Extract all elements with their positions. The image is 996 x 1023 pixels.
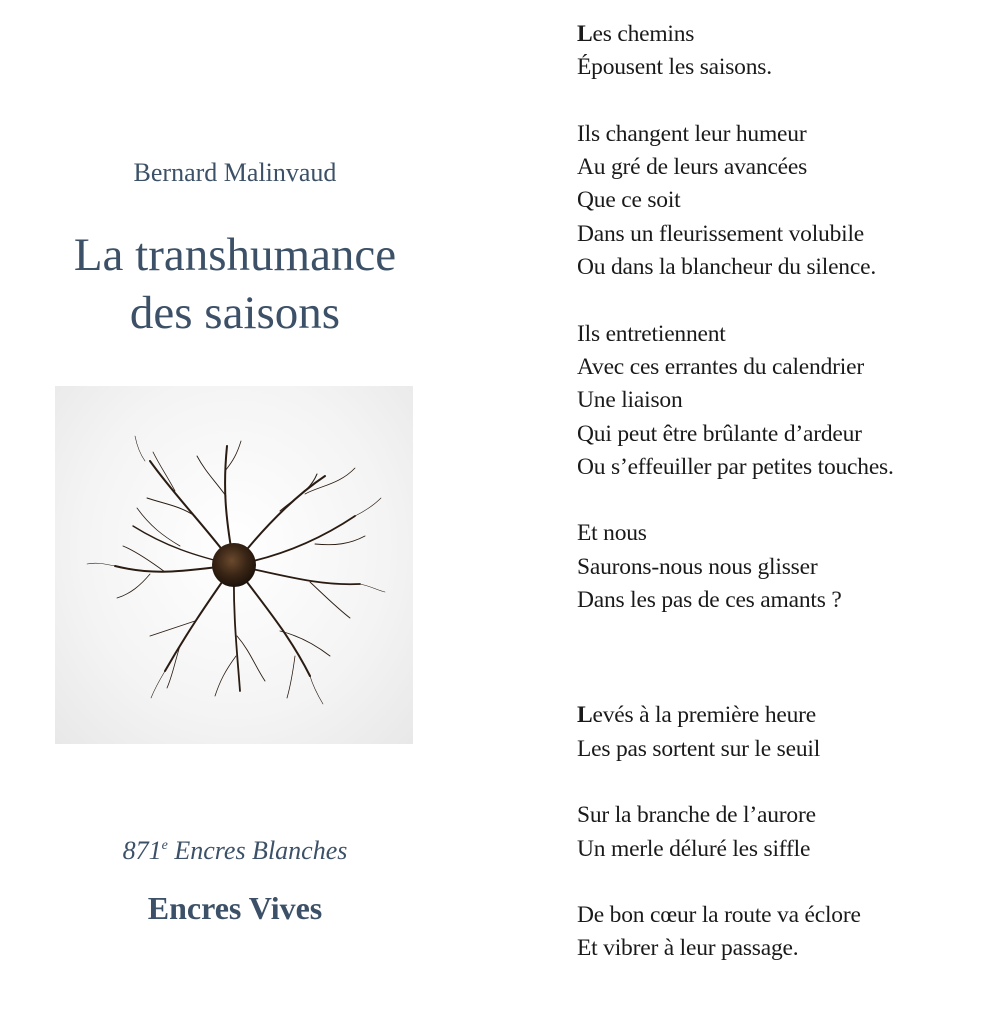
collection-label	[0, 834, 470, 868]
poem-line	[577, 699, 987, 732]
poem-les-chemins	[577, 18, 987, 617]
poem-stanza	[577, 799, 987, 866]
poem-drop-cap: L	[577, 702, 593, 729]
poem-line: Et vibrer à leur passage.	[577, 935, 799, 962]
collection-number: 871	[122, 836, 162, 865]
poem-line-text: evés à la première heure	[592, 702, 817, 729]
book-title-line-1: La transhumance	[73, 229, 397, 281]
collection-name: Encres Blanches	[167, 836, 348, 865]
poem-line: Au gré de leurs avancées	[577, 154, 808, 181]
poem-line: Dans un fleurissement volubile	[577, 220, 865, 247]
poem-line: Une liaison	[577, 387, 683, 414]
book-title	[0, 226, 470, 342]
poem-line: Dans les pas de ces amants ?	[577, 587, 842, 614]
poem-drop-cap: L	[577, 21, 593, 47]
collection-ordinal-suffix: e	[161, 838, 168, 853]
poem-line: De bon cœur la route va éclore	[577, 902, 861, 929]
root-core	[212, 543, 256, 587]
poem-line: Et nous	[577, 520, 647, 547]
poem-line: Saurons-nous nous glisser	[577, 553, 818, 580]
poem-line: Qui peut être brûlante d’ardeur	[577, 420, 862, 447]
publisher-name: Encres Vives	[147, 890, 323, 926]
poem-line: Ou dans la blancheur du silence.	[577, 254, 876, 281]
poem-line: Avec ces errantes du calendrier	[577, 353, 864, 380]
poem-stanza	[577, 318, 987, 484]
poem-line: Les pas sortent sur le seuil	[577, 735, 821, 762]
poem-leves-a-la-premiere-heure	[577, 699, 987, 965]
poem-line-text: es chemins	[592, 21, 695, 47]
root-sphere-illustration	[55, 386, 413, 744]
poem-line: Un merle déluré les siffle	[577, 835, 811, 862]
author-name: Bernard Malinvaud	[133, 158, 337, 187]
poem-stanza	[577, 517, 987, 617]
poem-line: Ils entretiennent	[577, 320, 726, 347]
cover-artwork-image	[55, 386, 413, 744]
poem-stanza	[577, 699, 987, 766]
poem-line: Ou s’effeuiller par petites touches.	[577, 453, 894, 480]
poem-line: Que ce soit	[577, 187, 681, 214]
poem-column	[577, 18, 987, 966]
book-cover	[0, 0, 470, 1023]
book-title-line-2: des saisons	[129, 287, 341, 339]
poem-line	[577, 18, 987, 51]
poem-line: Sur la branche de l’aurore	[577, 802, 816, 829]
poem-line: Ils changent leur humeur	[577, 120, 807, 147]
poem-stanza	[577, 118, 987, 284]
poem-line: Épousent les saisons.	[577, 54, 772, 81]
poem-stanza	[577, 899, 987, 966]
poem-stanza	[577, 18, 987, 85]
